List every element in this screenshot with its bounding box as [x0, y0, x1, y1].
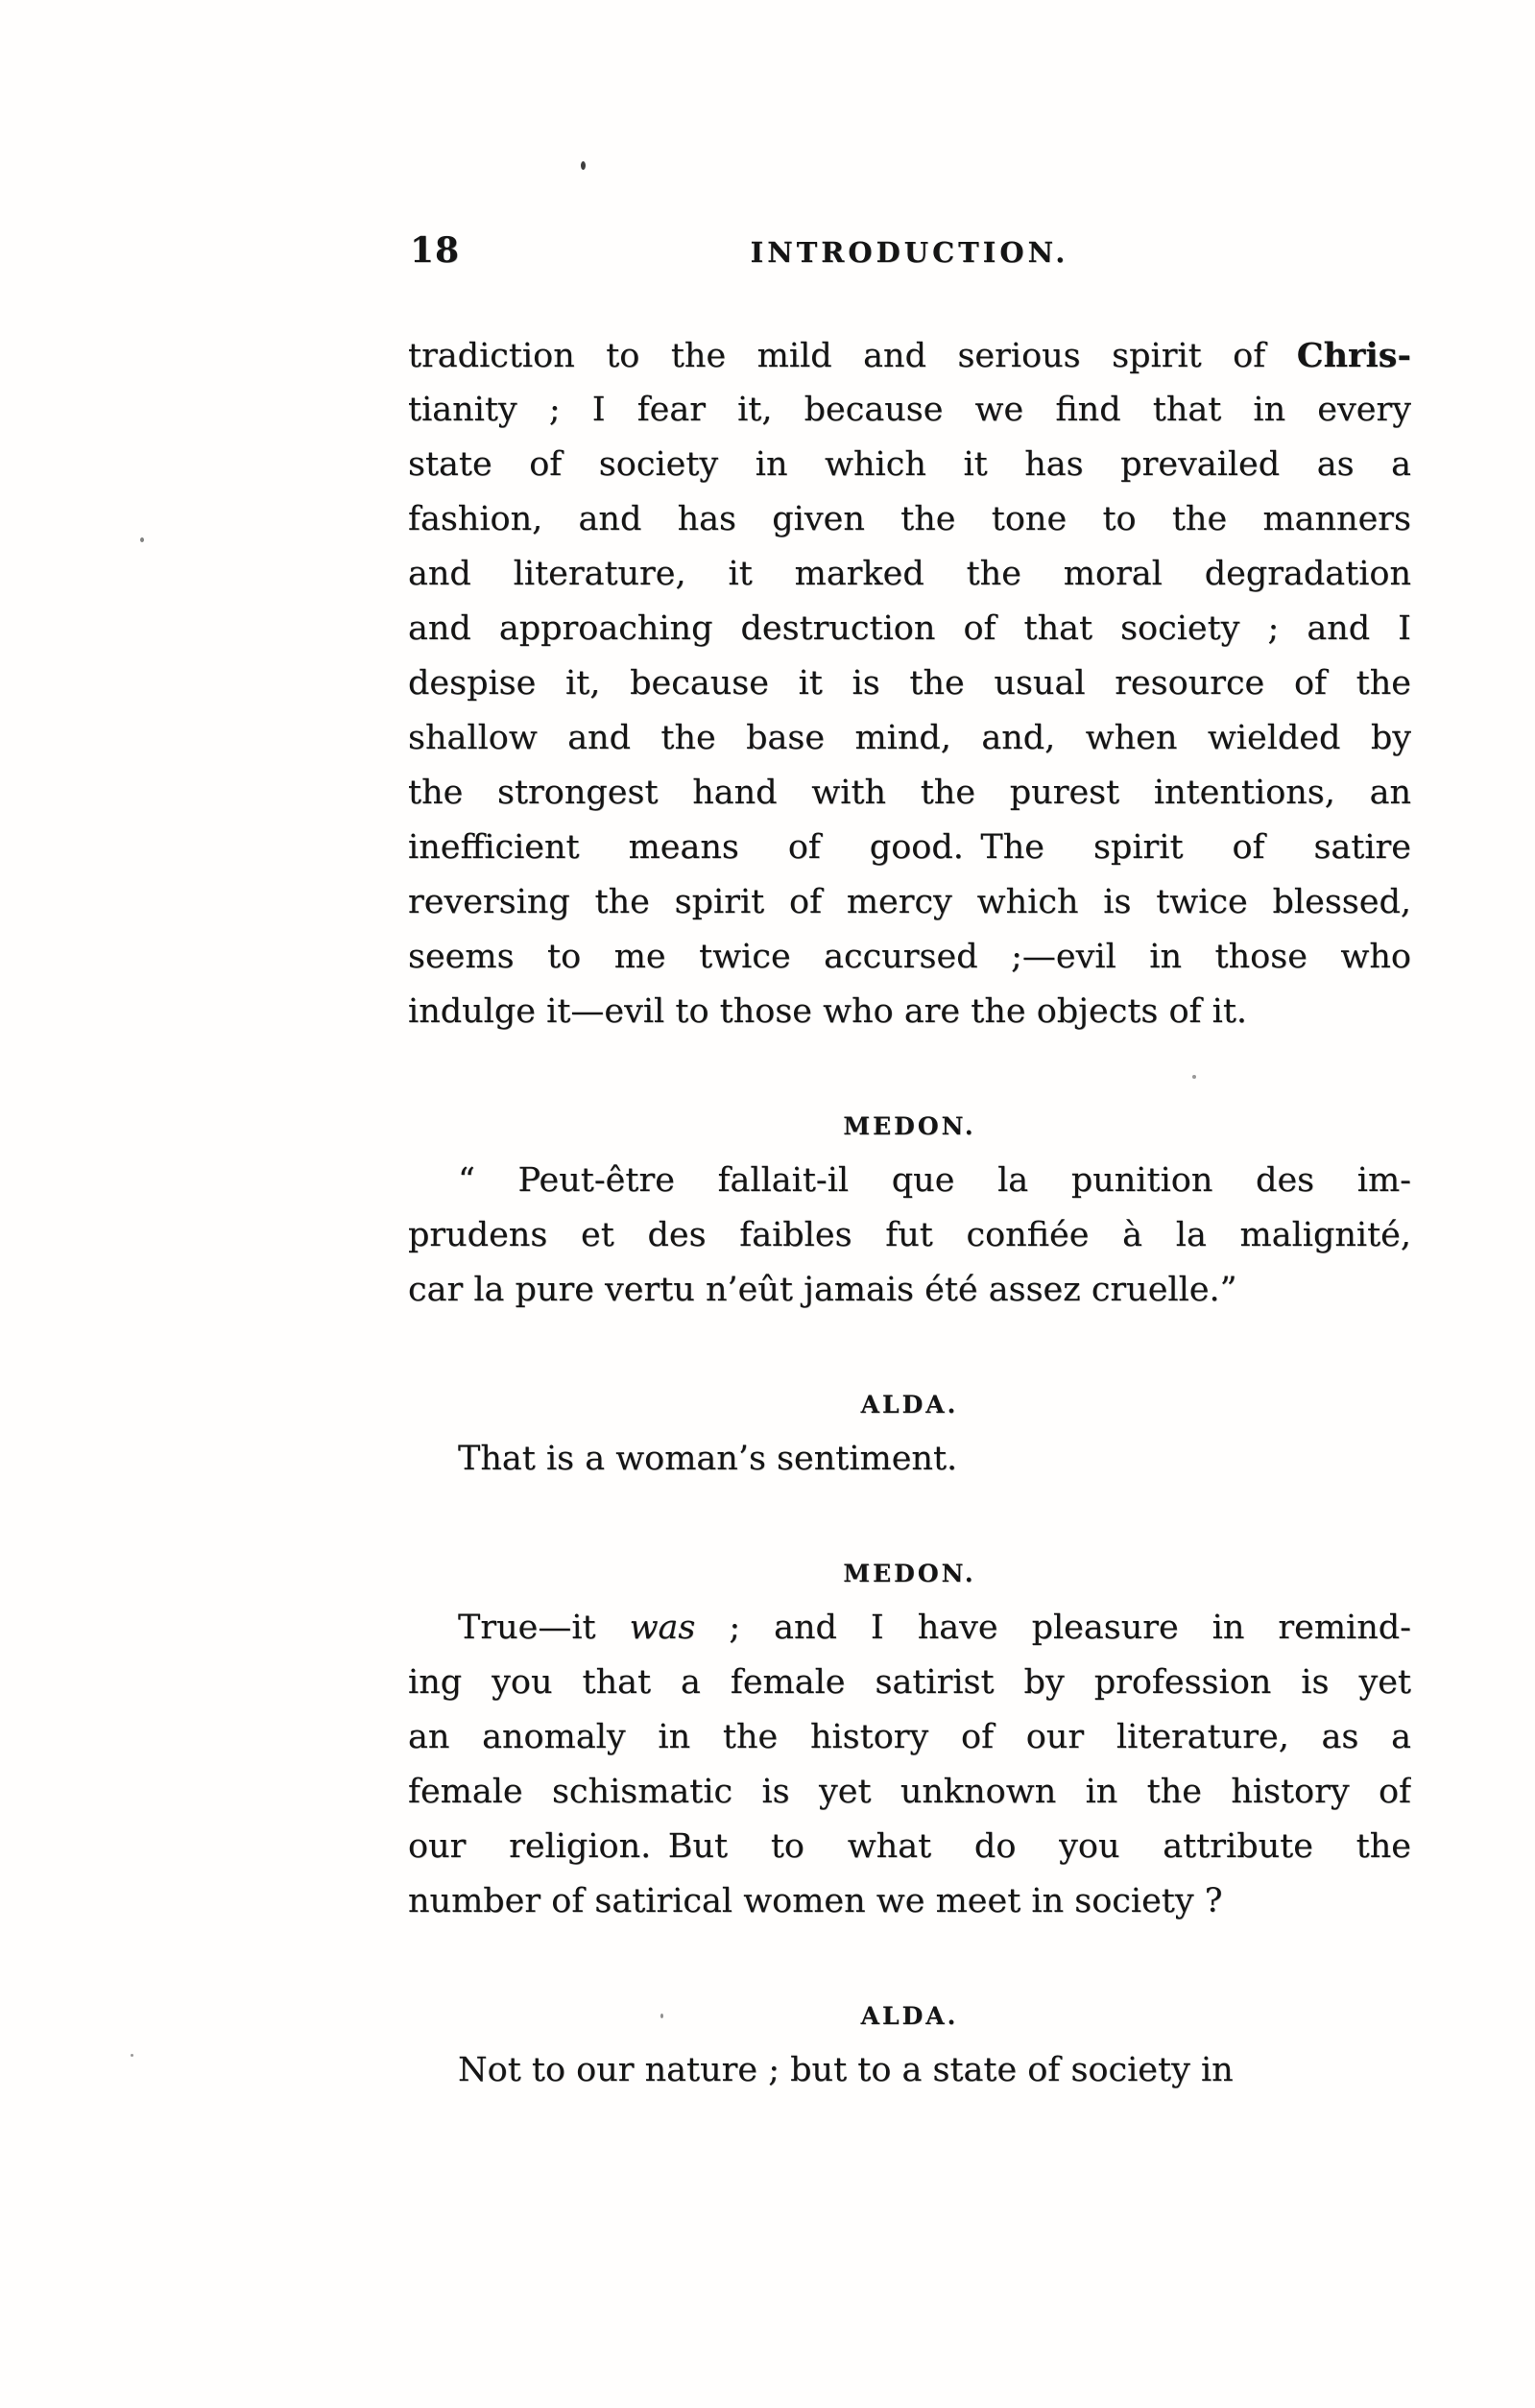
- text-line: shallow and the base mind, and, when wielded by: [408, 719, 1411, 757]
- paragraph: [408, 1432, 1411, 1487]
- text-line: inefficient means of good. The spirit of satire: [408, 828, 1411, 867]
- speaker-heading: MEDON.: [843, 1112, 976, 1140]
- text-line: state of society in which it has prevailed as a: [408, 445, 1411, 484]
- text-line: tianity ; I fear it, because we find that in every: [408, 391, 1411, 429]
- text-line: ing you that a female satirist by profession is yet: [408, 1663, 1411, 1702]
- scan-speck: [131, 2054, 133, 2057]
- text-column: [408, 328, 1411, 2098]
- scan-speck: [140, 537, 144, 542]
- text-line: fashion, and has given the tone to the manners: [408, 500, 1411, 538]
- text-line: reversing the spirit of mercy which is twice blessed,: [408, 883, 1411, 921]
- text-line: our religion. But to what do you attribute the: [408, 1827, 1411, 1866]
- text-line: an anomaly in the history of our literature, as a: [408, 1718, 1411, 1756]
- text-line: “ Peut-être fallait-il que la punition des im-: [458, 1161, 1411, 1200]
- text-line: Not to our nature ; but to a state of society in: [458, 2051, 1234, 2089]
- text-line: car la pure vertu n’eût jamais été assez cruelle.”: [408, 1271, 1237, 1309]
- text-line: That is a woman’s sentiment.: [458, 1440, 958, 1478]
- scan-speck: [581, 161, 586, 170]
- text-line: and literature, it marked the moral degradation: [408, 555, 1411, 593]
- text-line: tradiction to the mild and serious spirit of Chris-: [408, 336, 1411, 375]
- text-line: the strongest hand with the purest intentions, an: [408, 774, 1411, 812]
- paragraph: [408, 1154, 1411, 1318]
- text-line: seems to me twice accursed ;—evil in those who: [408, 938, 1411, 976]
- text-line: number of satirical women we meet in society ?: [408, 1882, 1223, 1920]
- text-line: and approaching destruction of that society ; and I: [408, 609, 1411, 648]
- speaker-heading: ALDA.: [860, 2002, 959, 2030]
- scan-speck: [660, 2014, 663, 2018]
- scan-speck: [1192, 1075, 1196, 1079]
- running-header-title: INTRODUCTION.: [750, 236, 1069, 269]
- text-line: True—it was ; and I have pleasure in remind-: [458, 1609, 1411, 1647]
- paragraph: [408, 328, 1411, 1039]
- text-line: despise it, because it is the usual resource of the: [408, 664, 1411, 703]
- paragraph: [408, 1601, 1411, 1929]
- text-line: prudens et des faibles fut confiée à la malignité,: [408, 1216, 1411, 1254]
- speaker-heading: MEDON.: [843, 1560, 976, 1587]
- speaker-heading: ALDA.: [860, 1391, 959, 1419]
- text-line: indulge it—evil to those who are the objects of it.: [408, 992, 1248, 1031]
- text-line: female schismatic is yet unknown in the history of: [408, 1773, 1411, 1811]
- paragraph: [408, 2043, 1411, 2098]
- page-number: 18: [410, 230, 461, 271]
